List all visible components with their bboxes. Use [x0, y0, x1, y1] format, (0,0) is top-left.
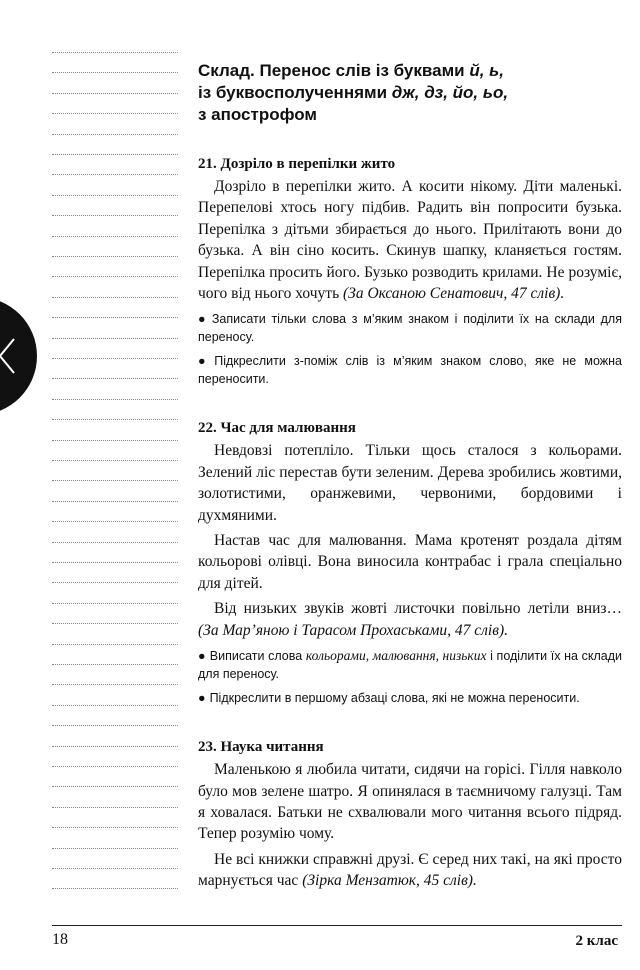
margin-note-line — [52, 154, 178, 155]
page-title: Склад. Перенос слів із буквами й, ь, із буквосполученнями дж, дз, йо, ьо, з апострофом — [198, 61, 509, 124]
task-item — [198, 647, 622, 683]
exercise — [198, 154, 622, 388]
page-number: 18 — [52, 931, 68, 948]
exercise-paragraph — [198, 530, 622, 594]
paragraph-text: Настав час для малювання. Мама кротенят роздала дітям кольорові олівці. Вона виносила контрабас і грала спеціально для дітей. — [198, 532, 622, 592]
paragraph-text: Дозріло в перепілки жито. А косити нікому. Діти маленькі. Перепелові хтось ногу підбив. Радить він попросити бузька. Перепілка з дітьми збирається до нього. Прилітають вони до бузька. А він сіно косить. Скинув шапку, кланяється гостям. Перепілка просить його. Бузько розводить крилами. Не розуміє, чого від нього хочуть — [198, 178, 622, 303]
margin-note-line — [52, 603, 178, 604]
source-citation: (Зірка Мензатюк, 45 слів). — [302, 872, 477, 890]
margin-note-line — [52, 215, 178, 216]
margin-note-line — [52, 766, 178, 767]
margin-note-line — [52, 256, 178, 257]
margin-note-line — [52, 725, 178, 726]
margin-note-line — [52, 52, 178, 53]
task-item — [198, 689, 622, 707]
margin-note-line — [52, 378, 178, 379]
task-text: Виписати слова — [209, 649, 306, 664]
paragraph-text: Від низьких звуків жовті листочки повільно летіли вниз… — [214, 600, 622, 618]
margin-note-line — [52, 93, 178, 94]
task-item — [198, 352, 622, 388]
margin-note-line — [52, 338, 178, 339]
bullet-icon: ● — [198, 312, 208, 327]
paragraph-text: Невдовзі потепліло. Тільки щось сталося з кольорами. Зелений ліс перестав бути зеленим. Дерева зробились жовтими, золотистими, оранжевими, червоними, бордовими і духмяними. — [198, 442, 622, 524]
margin-note-line — [52, 623, 178, 624]
margin-note-lines — [52, 52, 178, 912]
margin-note-line — [52, 521, 178, 522]
margin-note-line — [52, 480, 178, 481]
margin-note-line — [52, 195, 178, 196]
margin-note-line — [52, 419, 178, 420]
margin-note-line — [52, 542, 178, 543]
margin-note-line — [52, 460, 178, 461]
margin-note-line — [52, 276, 178, 277]
margin-note-line — [52, 562, 178, 563]
bullet-icon: ● — [198, 354, 211, 369]
source-citation: (За Мар’яною і Тарасом Прохаськами, 47 слів). — [198, 621, 509, 639]
margin-note-line — [52, 868, 178, 869]
bullet-icon: ● — [198, 691, 206, 706]
margin-note-line — [52, 705, 178, 706]
chevron-left-icon — [0, 336, 17, 376]
margin-note-line — [52, 786, 178, 787]
exercise-title: 22. Час для малювання — [198, 420, 356, 437]
task-item — [198, 310, 622, 346]
margin-note-line — [52, 236, 178, 237]
exercise-title: 23. Наука читання — [198, 739, 324, 756]
margin-note-line — [52, 827, 178, 828]
page-content — [198, 60, 622, 922]
paragraph-text: Не всі книжки справжні друзі. Є серед них такі, на які просто марнується час — [198, 850, 622, 890]
margin-note-line — [52, 440, 178, 441]
task-words: кольорами, малювання, низьких — [305, 648, 487, 664]
margin-note-line — [52, 72, 178, 73]
margin-note-line — [52, 644, 178, 645]
margin-note-line — [52, 317, 178, 318]
margin-note-line — [52, 746, 178, 747]
margin-note-line — [52, 174, 178, 175]
margin-note-line — [52, 664, 178, 665]
margin-note-line — [52, 134, 178, 135]
margin-note-line — [52, 358, 178, 359]
margin-note-line — [52, 888, 178, 889]
margin-note-line — [52, 113, 178, 114]
exercise — [198, 418, 622, 707]
margin-note-line — [52, 501, 178, 502]
bullet-icon: ● — [198, 649, 206, 664]
margin-note-line — [52, 399, 178, 400]
exercise-paragraph — [198, 849, 622, 892]
grade-label: 2 клас — [575, 933, 618, 949]
exercise-paragraph — [198, 759, 622, 845]
footer-divider — [52, 925, 622, 926]
side-tab[interactable] — [0, 297, 37, 415]
margin-note-line — [52, 807, 178, 808]
exercise-paragraph — [198, 440, 622, 526]
task-text-end: і поділити їх на склади для переносу. — [198, 649, 622, 682]
exercise-paragraph — [198, 176, 622, 304]
task-text: Підкреслити в першому абзаці слова, які не можна переносити. — [209, 691, 580, 706]
task-text: Записати тільки слова з м’яким знаком і поділити їх на склади для переносу. — [198, 312, 622, 345]
margin-note-line — [52, 684, 178, 685]
exercise-paragraph — [198, 598, 622, 641]
exercise-list — [198, 154, 622, 892]
margin-note-line — [52, 582, 178, 583]
exercise-title: 21. Дозріло в перепілки жито — [198, 156, 396, 172]
margin-note-line — [52, 848, 178, 849]
exercise — [198, 737, 622, 891]
task-text: Підкреслити з-поміж слів із м’яким знаком слово, яке не можна переносити. — [198, 354, 622, 387]
source-citation: (За Оксаною Сенатович, 47 слів). — [343, 285, 565, 303]
margin-note-line — [52, 297, 178, 298]
paragraph-text: Маленькою я любила читати, сидячи на горісі. Гілля навколо було мов зелене шатро. Я опинялася в таємничому галузці. Там я ховалася. Батьки не схвалювали мого читання всього підряд. Тепер розумію чому. — [198, 761, 622, 843]
